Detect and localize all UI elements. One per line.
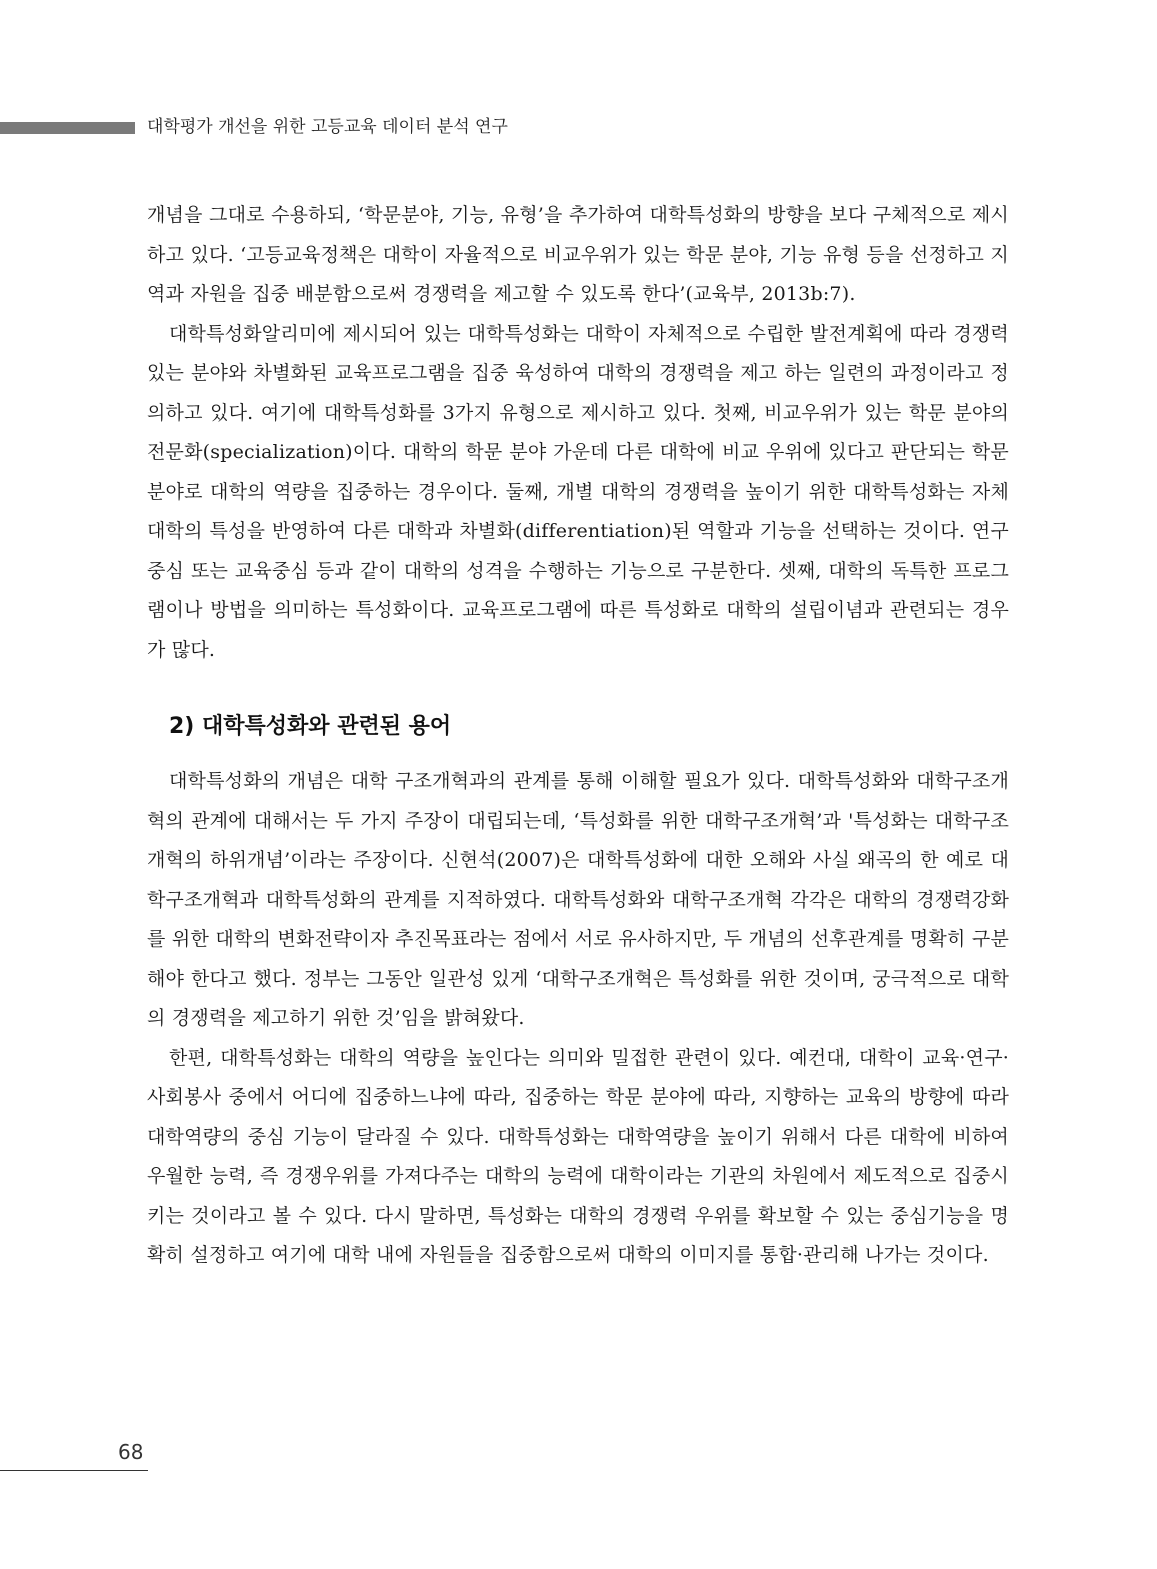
footer-rule: [0, 1470, 148, 1471]
body-paragraph-4: 한편, 대학특성화는 대학의 역량을 높인다는 의미와 밀접한 관련이 있다. 예컨대, 대학이 교육·연구·사회봉사 중에서 어디에 집중하느냐에 따라, 집중하는 학문 분야에 따라, 지향하는 교육의 방향에 따라 대학역량의 중심 기능이 달라질 수 있다. 대학특성화는 대학역량을 높이기 위해서 다른 대학에 비하여 우월한 능력, 즉 경쟁우위를 가져다주는 대학의 능력에 대학이라는 기관의 차원에서 제도적으로 집중시키는 것이라고 볼 수 있다. 다시 말하면, 특성화는 대학의 경쟁력 우위를 확보할 수 있는 중심기능을 명확히 설정하고 여기에 대학 내에 자원들을 집중함으로써 대학의 이미지를 통합·관리해 나가는 것이다.: [147, 1046, 1009, 1266]
page-number: 68: [118, 1440, 144, 1464]
body-paragraph-1: 개념을 그대로 수용하되, ‘학문분야, 기능, 유형’을 추가하여 대학특성화의 방향을 보다 구체적으로 제시하고 있다. ‘고등교육정책은 대학이 자율적으로 비교우위가 있는 학문 분야, 기능 유형 등을 선정하고 지역과 자원을 집중 배분함으로써 경쟁력을 제고할 수 있도록 한다’(교육부, 2013b:7).: [147, 204, 1009, 305]
section-heading: 2) 대학특성화와 관련된 용어: [169, 714, 452, 739]
running-header-title: 대학평가 개선을 위한 고등교육 데이터 분석 연구: [147, 117, 508, 137]
header-bar: [0, 122, 135, 134]
body-paragraph-3: 대학특성화의 개념은 대학 구조개혁과의 관계를 통해 이해할 필요가 있다. 대학특성화와 대학구조개혁의 관계에 대해서는 두 가지 주장이 대립되는데, ‘특성화를 위한 대학구조개혁’과 '특성화는 대학구조개혁의 하위개념’이라는 주장이다. 신현석(2007)은 대학특성화에 대한 오해와 사실 왜곡의 한 예로 대학구조개혁과 대학특성화의 관계를 지적하였다. 대학특성화와 대학구조개혁 각각은 대학의 경쟁력강화를 위한 대학의 변화전략이자 추진목표라는 점에서 서로 유사하지만, 두 개념의 선후관계를 명확히 구분해야 한다고 했다. 정부는 그동안 일관성 있게 ‘대학구조개혁은 특성화를 위한 것이며, 궁극적으로 대학의 경쟁력을 제고하기 위한 것’임을 밝혀왔다.: [147, 770, 1009, 1029]
page-body: [147, 196, 1009, 1276]
body-paragraph-2: 대학특성화알리미에 제시되어 있는 대학특성화는 대학이 자체적으로 수립한 발전계획에 따라 경쟁력 있는 분야와 차별화된 교육프로그램을 집중 육성하여 대학의 경쟁력을 제고 하는 일련의 과정이라고 정의하고 있다. 여기에 대학특성화를 3가지 유형으로 제시하고 있다. 첫째, 비교우위가 있는 학문 분야의 전문화(specialization)이다. 대학의 학문 분야 가운데 다른 대학에 비교 우위에 있다고 판단되는 학문분야로 대학의 역량을 집중하는 경우이다. 둘째, 개별 대학의 경쟁력을 높이기 위한 대학특성화는 자체 대학의 특성을 반영하여 다른 대학과 차별화(differentiation)된 역할과 기능을 선택하는 것이다. 연구중심 또는 교육중심 등과 같이 대학의 성격을 수행하는 기능으로 구분한다. 셋째, 대학의 독특한 프로그램이나 방법을 의미하는 특성화이다. 교육프로그램에 따른 특성화로 대학의 설립이념과 관련되는 경우가 많다.: [147, 322, 1009, 661]
